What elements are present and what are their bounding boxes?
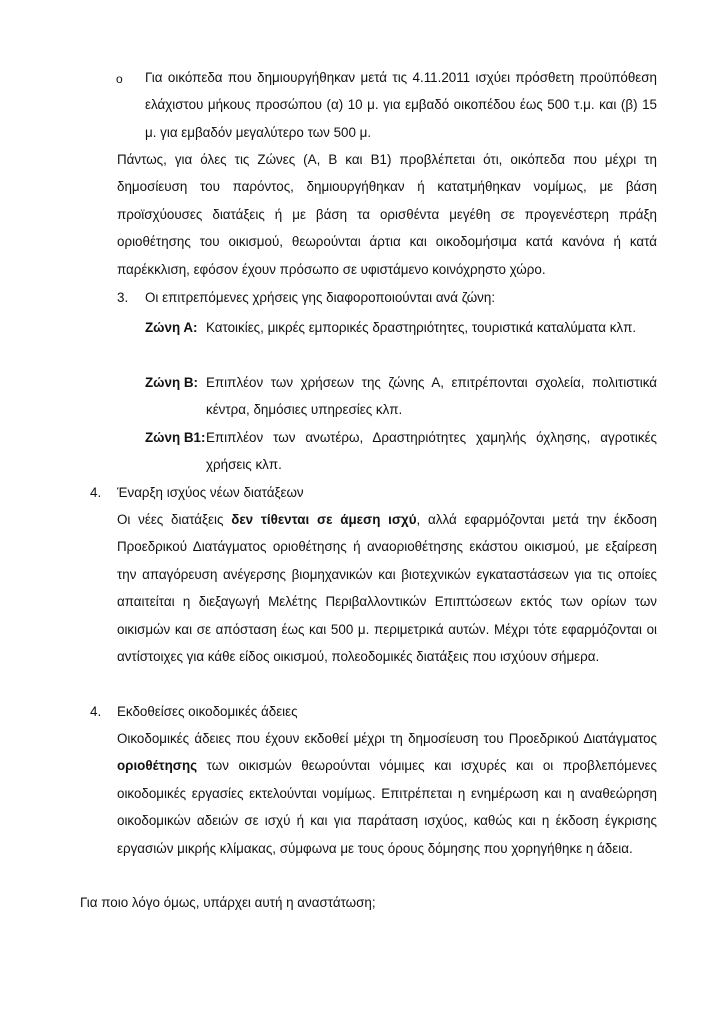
item-4b-paragraph xyxy=(117,725,657,862)
zone-b-label: Ζώνη Β: xyxy=(145,375,198,390)
closing-question: Για ποιο λόγο όμως, υπάρχει αυτή η αναστάτωση; xyxy=(80,895,376,910)
bullet-marker: o xyxy=(116,72,123,86)
bullet-paragraph: Για οικόπεδα που δημιουργήθηκαν μετά τις 4.11.2011 ισχύει πρόσθετη προϋπόθεση ελάχιστου μήκους προσώπου (α) 10 μ. για εμβαδό οικοπέδου έως 500 τ.μ. και (β) 15 μ. για εμβαδόν μεγαλύτερο των 500 μ. xyxy=(145,70,657,140)
item-4-number: 4. xyxy=(90,485,102,500)
item-4-paragraph xyxy=(117,506,657,670)
item-4b-text-rest: των οικισμών θεωρούνται νόμιμες και ισχυρές και οι προβλεπόμενες οικοδομικές εργασίες εκτελούνται νομίμως. Επιτρέπεται η ενημέρωση και η αναθεώρηση οικοδομικών αδειών σε ισχύ ή και για παράταση ισχύος, καθώς και η έκδοση έγκρισης εργασιών μικρής κλίμακας, σύμφωνα με τους όρους δόμησης που χορηγήθηκε η άδεια. xyxy=(117,758,657,856)
item-4b-bold-word: οριοθέτησης xyxy=(117,758,198,774)
zone-b-text: Επιπλέον των χρήσεων της ζώνης Α, επιτρέπονται σχολεία, πολιτιστικά κέντρα, δημόσιες υπηρεσίες κλπ. xyxy=(206,375,657,418)
zones-general-paragraph: Πάντως, για όλες τις Ζώνες (Α, Β και Β1) προβλέπεται ότι, οικόπεδα που μέχρι τη δημοσίευση του παρόντος, δημιουργήθηκαν ή κατατμήθηκαν νομίμως, με βάση προϊσχύουσες διατάξεις ή με βάση τα ορισθέντα μεγέθη σε προγενέστερη πράξη οριοθέτησης του οικισμού, θεωρούνται άρτια και οικοδομήσιμα κατά κανόνα ή κατά παρέκκλιση, εφόσον έχουν πρόσωπο σε υφιστάμενο κοινόχρηστο χώρο. xyxy=(117,152,657,277)
zone-b1-text: Επιπλέον των ανωτέρω, Δραστηριότητες χαμηλής όχλησης, αγροτικές χρήσεις κλπ. xyxy=(206,430,657,473)
zone-b1-label: Ζώνη Β1: xyxy=(145,430,206,445)
item-4b-heading: Εκδοθείσες οικοδομικές άδειες xyxy=(117,704,298,719)
zone-a-label: Ζώνη Α: xyxy=(145,320,198,335)
item-4-heading: Έναρξη ισχύος νέων διατάξεων xyxy=(117,485,304,500)
item-3-number: 3. xyxy=(117,290,129,305)
item-3-text: Οι επιτρεπόμενες χρήσεις γης διαφοροποιούνται ανά ζώνη: xyxy=(145,290,496,305)
item-4-text-rest: , αλλά εφαρμόζονται μετά την έκδοση Προεδρικού Διατάγματος οριοθέτησης ή αναοριοθέτησης εκάστου οικισμού, με εξαίρεση την απαγόρευση ανέγερσης βιομηχανικών και βιοτεχνικών εγκαταστάσεων για τις οποίες απαιτείται η διεξαγωγή Μελέτης Περιβαλλοντικών Επιπτώσεων εκτός των ορίων των οικισμών και σε απόσταση έως και 500 μ. περιμετρικά αυτών. Μέχρι τότε εφαρμόζονται οι αντίστοιχες για κάθε είδος οικισμού, πολεοδομικές διατάξεις που ισχύουν σήμερα. xyxy=(117,512,657,665)
item-4-bold-phrase: δεν τίθενται σε άμεση ισχύ xyxy=(231,512,417,527)
item-4b-number: 4. xyxy=(90,704,102,719)
item-4-text-start: Οι νέες διατάξεις xyxy=(117,512,232,527)
item-4b-text-start: Οικοδομικές άδειες που έχουν εκδοθεί μέχρι τη δημοσίευση του Προεδρικού Διατάγματος xyxy=(117,731,657,746)
zone-a-text: Κατοικίες, μικρές εμπορικές δραστηριότητες, τουριστικά καταλύματα κλπ. xyxy=(206,320,637,335)
